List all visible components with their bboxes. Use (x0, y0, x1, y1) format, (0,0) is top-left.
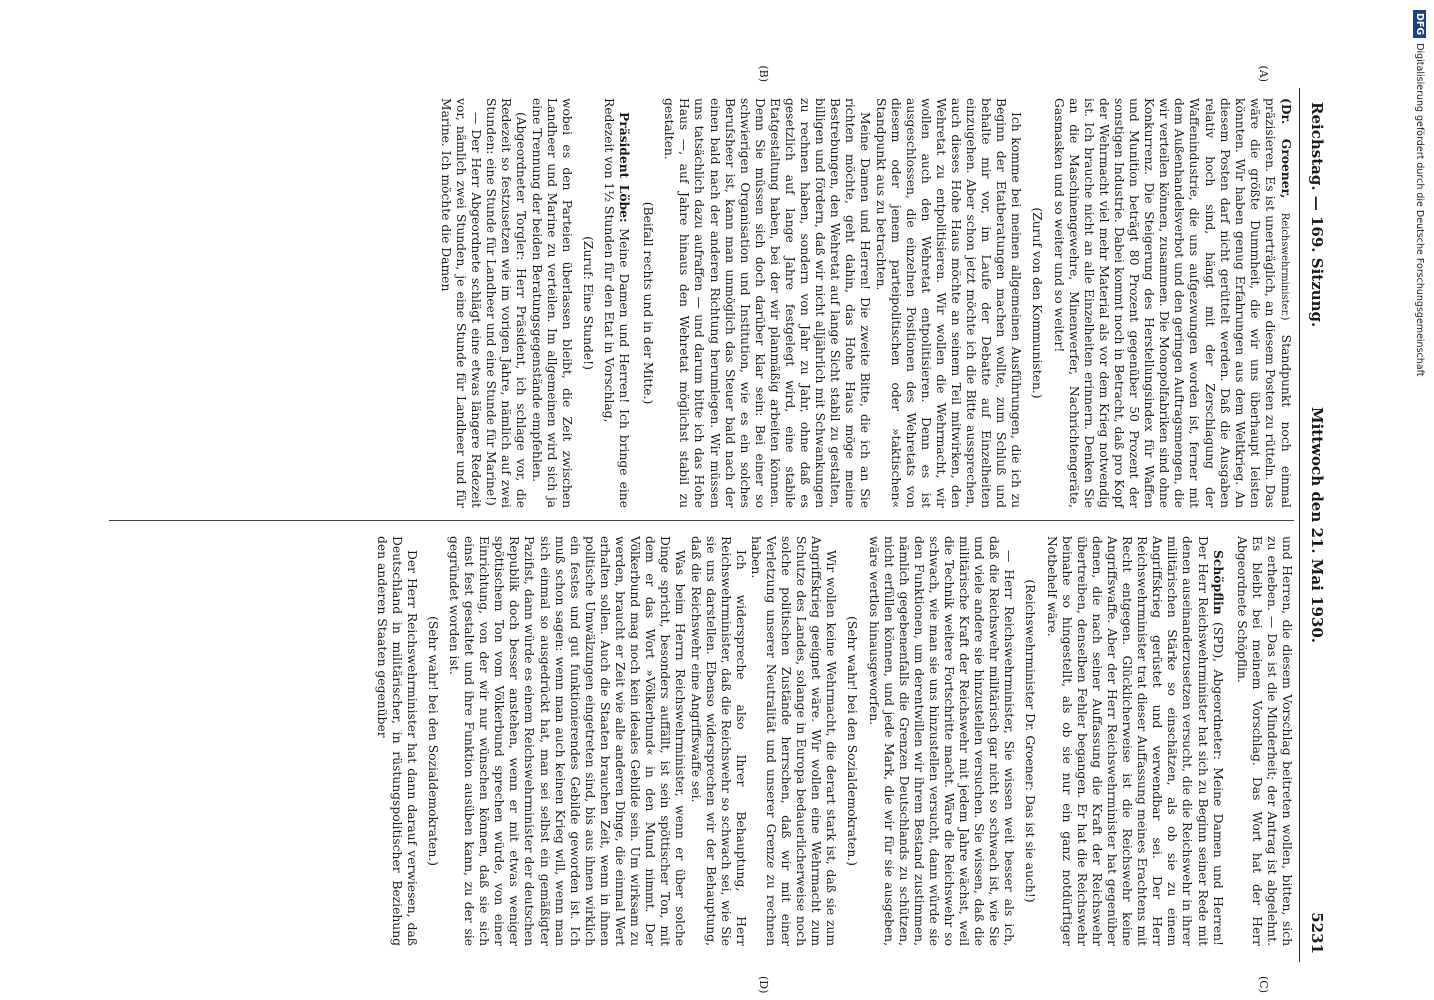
paragraph: Was beim Herrn Reichswehrminister, wenn er über solche Dinge spricht, besonders auffällt, ist sein spöttischer Ton, mit dem er das Wort »Völkerbund« in den Mund nimmt. Der Völkerbund mag noch kein ideales Gebilde sein. Um wirksam zu werden, braucht er Zeit wie alle anderen Dinge, die einmal Wert erhalten sollen. Auch die Staaten brauchen Zeit, wenn in ihnen politische Umwälzungen eingetreten sind, bis aus ihnen wirklich ein festes und gut funktionierendes Gebilde geworden ist. Ich muß schon sagen: wenn man auch keinen Krieg will, wenn man sich einmal so ausgedrückt hat, man sei selbst ein gemäßigter Pazifist, dann würde es einem Reichswehrminister der deutschen Republik doch besser anstehen, wenn er mit etwas weniger spöttischem Ton vom Völkerbund sprechen würde, von einer Einrichtung, von der wir nur wünschen können, daß sie sich einst fest gestaltet und ihre Funktion ausüben kann, zu der sie gegründet worden ist. (447, 536, 688, 946)
paragraph: — Herr Reichswehrminister, Sie wissen weit besser als ich, daß die Reichswehr militärisch gar nicht so schwach ist, wie Sie und viele andere sie hinzustellen versuchen. Sie wissen, daß die militärische Kraft der Reichswehr mit jedem Jahre wächst, weil die Technik weitere Fortschritte macht. Wäre die Reichswehr so schwach, wie man sie uns hinzustellen versucht, dann würde sie den Funktionen, um derentwillen wir ihrem Bestand zustimmen, nämlich gegebenenfalls die Grenzen Deutschlands zu schützen, nicht erfüllen können, und jede Mark, die wir für sie ausgeben, wäre wertlos hinausgeworfen. (866, 536, 1017, 946)
watermark-text: Digitalisierung gefördert durch die Deutsche Forschungsgemeinschaft (1414, 43, 1425, 377)
paragraph: und Herren, die diesem Vorschlag beitreten wollen, bitten, sich zu erheben. — Das ist die Minderheit; der Antrag ist abgelehnt. Es bleibt bei meinem Vorschlag. Das Wort hat der Herr Abgeordnete Schöpflin. (1234, 536, 1294, 946)
header-date: Mittwoch den 21. Mai 1930. (1308, 406, 1326, 644)
left-column (109, 98, 1294, 508)
paragraph: Ich komme bei meinen allgemeinen Ausführungen, die ich zu Beginn der Etatberatungen machen wollte, zum Schluß und behalte mir vor, im Laufe der Debatte auf Einzelheiten einzugehen. Aber schon jetzt möchte ich die Bitte aussprechen, auch dieses Hohe Haus möchte an seinem Teil mitwirken, den Wehretat zu entpolitisieren. Wir wollen die Wehrmacht, wir wollen auch den Wehretat entpolitisieren. Denn es ist ausgeschlossen, die einzelnen Positionen des Wehretats von diesem oder jenem parteipolitischen oder »taktischen« Standpunkt aus zu betrachten. (873, 98, 1024, 508)
paragraph: — Der Herr Abgeordnete schlägt eine etwas längere Redezeit vor, nämlich zwei Stunden, je eine Stunde für Landheer und für Marine. Ich möchte die Damen (439, 98, 484, 508)
right-column (109, 536, 1294, 946)
paragraph: Ich widerspreche also Ihrer Behauptung, Herr Reichswehrminister, daß die Reichswehr so schwach sei, wie Sie sie uns darstellen. Ebenso widersprechen wir der Behauptung, daß die Reichswehr eine Angriffswaffe sei. (688, 536, 748, 946)
column-divider (109, 520, 1294, 521)
document-page (104, 65, 1330, 994)
paragraph: Der Herr Reichswehrminister hat dann darauf verwiesen, daß Deutschland in militärischer, in rüstungspolitischer Beziehung den anderen Staaten gegenüber (374, 536, 419, 946)
paragraph-text: Standpunkt noch einmal präzisieren. Es ist unerträglich, an diesem Posten zu rütteln. Das wäre die größte Dummheit, die wir uns überhaupt leisten könnten. Wir haben genug Erfahrungen aus dem Weltkrieg. An diesem Posten darf nicht gerüttelt werden. Daß die Ausgaben relativ hoch sind, hängt mit der Zerschlagung der Waffenindustrie, die uns aufgezwungen worden ist, ferner mit dem Außenhandelsverbot und den geringen Auftragsmengen, die wir verteilen können, zusammen. Die Monopolfabriken sind ohne Konkurrenz. Die Steigerung des Herstellungsindex für Waffen und Munition beträgt 80 Prozent gegenüber 50 Prozent der sonstigen Industrie. Dabei kommt noch in Betracht, daß pro Kopf der Wehrmacht viel mehr Material als vor dem Krieg notwendig ist. Ich brauche nicht an alle Einzelheiten erinnern. Denken Sie an die Maschinengewehre, Minenwerfer, Nachrichtengeräte, Gasmasken und so weiter und so weiter! (1051, 98, 1293, 508)
interjection: (Sehr wahr! bei den Sozialdemokraten.) (425, 616, 440, 866)
margin-mark-b: (B) (757, 65, 770, 82)
header-session: Reichstag. — 169. Sitzung. (1308, 102, 1326, 328)
paragraph: wobei es den Parteien überlassen bleibt, die Zeit zwischen Landheer und Marine zu verteilen. Im allgemeinen wird sich ja eine Trennung der beiden Beratungsgegenstände empfehlen. (529, 98, 574, 508)
interjection: (Reichswehrminister Dr. Groener: Das ist sie auch!) (1023, 579, 1038, 903)
page-header (1299, 88, 1330, 962)
paragraph: Wir wollen keine Wehrmacht, die derart stark ist, daß sie zum Angriffskrieg geeignet wäre. Wir wollen eine Wehrmacht zum Schutze des Landes, solange in Europa bedauerlicherweise noch solche politischen Zustände herrschen, daß wir mit einer Verletzung unserer Neutralität und unserer Grenze zu rechnen haben. (748, 536, 839, 946)
dfg-logo-icon: DFG (1413, 10, 1426, 38)
speaker-role: Reichswehrminister.) (1279, 212, 1290, 321)
paragraph: (Abgeordneter Torgler: Herr Präsident, ich schlage vor, die Redezeit so festzusetzen wie im vorigen Jahre, nämlich auf zwei Stunden: eine Stunde für Landheer und eine Stunde für Marine!) (484, 98, 529, 508)
paragraph-text: (SPD), Abgeordneter: Meine Damen und Herren! Der Herr Reichswehrminister hat sich zu Beginn seiner Rede mit denen auseinanderzusetzen versucht, die die Reichswehr in ihrer militärischen Stärke so einschätzen, als ob sie zu einem Angriffskrieg gerüstet und verwendbar sei. Der Herr Reichswehrminister trat dieser Auffassung meines Erachtens mit Recht entgegen. Glücklicherweise ist die Reichswehr keine Angriffswaffe. Aber der Herr Reichswehrminister hat gegenüber denen, die nach seiner Auffassung die Kraft der Reichswehr übertreiben, denselben Fehler begangen. Er hat die Reichswehr beinahe so hingestellt, als ob sie nur ein ganz notdürftiger Notbehelf wäre. (1044, 536, 1225, 946)
speaker-label: (Dr. Groener, (1279, 98, 1294, 199)
paragraph: Meine Damen und Herren! Die zweite Bitte, die ich an Sie richten möchte, geht dahin, das Hohe Haus möge meine Bestrebungen, den Wehretat auf lange Sicht stabil zu gestalten, billigen und fördern, daß wir nicht alljährlich mit Schwankungen zu rechnen haben, sondern von Jahr zu Jahr, ohne daß es gesetzlich auf lange Jahre festgelegt wird, eine stabile Etatgestaltung haben, bei der wir planmäßig arbeiten können. Denn Sie müssen sich doch darüber klar sein: Bei einer so schwierigen Organisation und Institution, wie es ein solches Berufsheer ist, kann man unmöglich das Steuer bald nach der einen bald nach der anderen Richtung herumlegen. Wir müssen uns tatsächlich dazu aufraffen — und darum bitte ich das Hohe Haus —, auf Jahre hinaus den Wehretat möglichst stabil zu gestalten. (662, 98, 873, 508)
interjection: (Sehr wahr! bei den Sozialdemokraten.) (845, 616, 860, 866)
speech-schoepflin (1044, 536, 1226, 946)
speech-groener (1051, 98, 1295, 508)
paragraph-text: Meine Damen und Herren! Ich bringe eine Redezeit von 1½ Stunden für den Etat in Vorschlag, (601, 98, 632, 508)
interjection: (Zuruf: Eine Stunde!) (580, 236, 595, 370)
speaker-label: Schöpflin (1210, 550, 1226, 615)
margin-mark-c: (C) (1257, 976, 1270, 993)
digitization-watermark (1411, 10, 1427, 700)
speaker-label: Präsident Löbe: (617, 112, 633, 223)
margin-mark-d: (D) (757, 976, 770, 994)
page-number: 5231 (1308, 912, 1326, 954)
margin-mark-a: (A) (1257, 65, 1270, 82)
interjection: (Beifall rechts und in der Mitte.) (641, 201, 656, 405)
speech-loebe (601, 98, 632, 508)
interjection: (Zuruf von den Kommunisten.) (1030, 207, 1045, 399)
